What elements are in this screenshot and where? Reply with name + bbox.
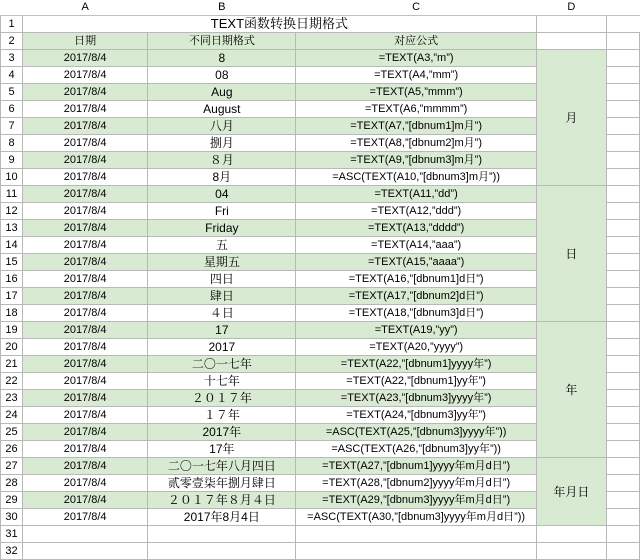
cell-format[interactable]: 08 (148, 67, 296, 84)
header-category[interactable] (536, 33, 606, 50)
cell-formula[interactable]: =ASC(TEXT(A30,”[dbnum3]yyyy年m月d日”)) (296, 509, 536, 526)
row-header-16: 16 (1, 271, 23, 288)
cell-date[interactable]: 2017/8/4 (23, 407, 148, 424)
cell-date[interactable]: 2017/8/4 (23, 305, 148, 322)
cell-formula[interactable]: =TEXT(A28,”[dbnum2]yyyy年m月d日”) (296, 475, 536, 492)
cell-empty[interactable] (148, 526, 296, 543)
cell-date[interactable]: 2017/8/4 (23, 169, 148, 186)
cell-format[interactable]: 五 (148, 237, 296, 254)
row-header-5: 5 (1, 84, 23, 101)
spacer-cell (606, 101, 639, 118)
row-header-14: 14 (1, 237, 23, 254)
row-header-3: 3 (1, 50, 23, 67)
row-header-11: 11 (1, 186, 23, 203)
cell-formula[interactable]: =ASC(TEXT(A10,”[dbnum3]m月”)) (296, 169, 536, 186)
cell-formula[interactable]: =TEXT(A14,”aaa”) (296, 237, 536, 254)
cell-date[interactable]: 2017/8/4 (23, 271, 148, 288)
cell-format[interactable]: 肆日 (148, 288, 296, 305)
row-header-23: 23 (1, 390, 23, 407)
cell-format[interactable]: 十七年 (148, 373, 296, 390)
row-header-32: 32 (1, 543, 23, 560)
spacer-cell (606, 203, 639, 220)
spacer-cell (606, 152, 639, 169)
header-row (1, 33, 640, 50)
spacer-cell (606, 390, 639, 407)
cell-format[interactable]: 04 (148, 186, 296, 203)
cell-formula[interactable]: =TEXT(A15,”aaaa”) (296, 254, 536, 271)
cell-date[interactable]: 2017/8/4 (23, 135, 148, 152)
cell-formula[interactable]: =TEXT(A8,”[dbnum2]m月”) (296, 135, 536, 152)
row-header-4: 4 (1, 67, 23, 84)
cell-formula[interactable]: =TEXT(A3,”m”) (296, 50, 536, 67)
cell-format[interactable]: 8 (148, 50, 296, 67)
cell-format[interactable]: ２０１７年 (148, 390, 296, 407)
row-header-12: 12 (1, 203, 23, 220)
row-header-19: 19 (1, 322, 23, 339)
spacer-cell (606, 118, 639, 135)
cell-empty[interactable] (148, 543, 296, 560)
row-header-31: 31 (1, 526, 23, 543)
cell-empty[interactable] (296, 543, 536, 560)
cell-empty[interactable] (23, 526, 148, 543)
row-header-26: 26 (1, 441, 23, 458)
cell-format[interactable]: 贰零壹柒年捌月肆日 (148, 475, 296, 492)
cell-date[interactable]: 2017/8/4 (23, 339, 148, 356)
cell-format[interactable]: 二〇一七年八月四日 (148, 458, 296, 475)
spacer-cell (606, 305, 639, 322)
spacer-cell (606, 169, 639, 186)
spacer-cell (606, 441, 639, 458)
row-header-21: 21 (1, 356, 23, 373)
row-header-13: 13 (1, 220, 23, 237)
cell-formula[interactable]: =TEXT(A6,”mmmm”) (296, 101, 536, 118)
row-header-7: 7 (1, 118, 23, 135)
cell-format[interactable]: 2017 (148, 339, 296, 356)
row-header-17: 17 (1, 288, 23, 305)
row-header-10: 10 (1, 169, 23, 186)
cell-format[interactable]: 星期五 (148, 254, 296, 271)
spacer-cell (606, 339, 639, 356)
header-formula[interactable]: 对应公式 (296, 33, 536, 50)
row-header-28: 28 (1, 475, 23, 492)
cell-date[interactable]: 2017/8/4 (23, 441, 148, 458)
spacer-cell (606, 33, 639, 50)
category-label[interactable]: 年 (536, 322, 606, 458)
row-header-8: 8 (1, 135, 23, 152)
cell-date[interactable]: 2017/8/4 (23, 390, 148, 407)
table-row (1, 50, 640, 67)
spacer-cell (606, 424, 639, 441)
cell-format[interactable]: 17 (148, 322, 296, 339)
table-row (1, 458, 640, 475)
header-format[interactable]: 不同日期格式 (148, 33, 296, 50)
cell-date[interactable]: 2017/8/4 (23, 50, 148, 67)
sheet-title: TEXT函数转换日期格式 (23, 16, 537, 33)
spacer-cell (606, 288, 639, 305)
cell-date[interactable]: 2017/8/4 (23, 203, 148, 220)
cell-date[interactable]: 2017/8/4 (23, 101, 148, 118)
row-header-24: 24 (1, 407, 23, 424)
cell-date[interactable]: 2017/8/4 (23, 84, 148, 101)
cell-date[interactable]: 2017/8/4 (23, 67, 148, 84)
cell-format[interactable]: August (148, 101, 296, 118)
cell-date[interactable]: 2017/8/4 (23, 322, 148, 339)
cell-formula[interactable]: =TEXT(A23,”[dbnum3]yyyy年”) (296, 390, 536, 407)
cell-date[interactable]: 2017/8/4 (23, 492, 148, 509)
spacer-cell (606, 237, 639, 254)
spacer-cell (606, 492, 639, 509)
cell-formula[interactable]: =TEXT(A24,”[dbnum3]yy年”) (296, 407, 536, 424)
cell-format[interactable]: １７年 (148, 407, 296, 424)
cell-formula[interactable]: =TEXT(A19,”yy”) (296, 322, 536, 339)
cell-formula[interactable]: =TEXT(A20,”yyyy”) (296, 339, 536, 356)
row-header-1: 1 (1, 16, 23, 33)
cell-formula[interactable]: =TEXT(A29,”[dbnum3]yyyy年m月d日”) (296, 492, 536, 509)
cell-date[interactable]: 2017/8/4 (23, 118, 148, 135)
column-header-C[interactable]: C (296, 0, 536, 16)
cell-formula[interactable]: =TEXT(A27,”[dbnum1]yyyy年m月d日”) (296, 458, 536, 475)
empty-row (1, 543, 640, 560)
header-date[interactable]: 日期 (23, 33, 148, 50)
spacer-cell (606, 271, 639, 288)
cell-format[interactable]: 捌月 (148, 135, 296, 152)
spacer-cell (606, 135, 639, 152)
table-row (1, 322, 640, 339)
cell-formula[interactable]: =TEXT(A22,”[dbnum1]yyyy年”) (296, 356, 536, 373)
spacer-cell (606, 84, 639, 101)
cell-format[interactable]: Friday (148, 220, 296, 237)
cell-formula[interactable]: =TEXT(A17,”[dbnum2]d日”) (296, 288, 536, 305)
spacer-cell (606, 373, 639, 390)
column-header-B[interactable]: B (148, 0, 296, 16)
row-header-6: 6 (1, 101, 23, 118)
category-label[interactable]: 月 (536, 50, 606, 186)
spacer-cell (606, 67, 639, 84)
spacer-cell (606, 322, 639, 339)
spacer-cell (606, 50, 639, 67)
row-header-20: 20 (1, 339, 23, 356)
cell-format[interactable]: 二〇一七年 (148, 356, 296, 373)
row-header-2: 2 (1, 33, 23, 50)
cell-date[interactable]: 2017/8/4 (23, 254, 148, 271)
row-header-25: 25 (1, 424, 23, 441)
cell-date[interactable]: 2017/8/4 (23, 288, 148, 305)
column-header-spacer (606, 0, 639, 16)
spacer-cell (606, 543, 639, 560)
cell-formula[interactable]: =TEXT(A18,”[dbnum3]d日”) (296, 305, 536, 322)
cell-format[interactable]: 四日 (148, 271, 296, 288)
cell-formula[interactable]: =ASC(TEXT(A25,”[dbnum3]yyyy年”)) (296, 424, 536, 441)
cell-date[interactable]: 2017/8/4 (23, 186, 148, 203)
row-header-22: 22 (1, 373, 23, 390)
cell-format[interactable]: 八月 (148, 118, 296, 135)
cell-format[interactable]: ２０１７年８月４日 (148, 492, 296, 509)
cell-format[interactable]: 2017年 (148, 424, 296, 441)
cell-formula[interactable]: =TEXT(A13,”dddd”) (296, 220, 536, 237)
cell-formula[interactable]: =ASC(TEXT(A26,”[dbnum3]yy年”)) (296, 441, 536, 458)
row-header-27: 27 (1, 458, 23, 475)
row-header-30: 30 (1, 509, 23, 526)
column-header-D[interactable]: D (536, 0, 606, 16)
cell-date[interactable]: 2017/8/4 (23, 424, 148, 441)
cell-empty[interactable] (296, 526, 536, 543)
cell-format[interactable]: ８月 (148, 152, 296, 169)
column-header-A[interactable]: A (23, 0, 148, 16)
spacer-cell (606, 475, 639, 492)
table-row (1, 186, 640, 203)
cell-empty[interactable] (536, 543, 606, 560)
cell-formula[interactable]: =TEXT(A16,”[dbnum1]d日”) (296, 271, 536, 288)
cell-formula[interactable]: =TEXT(A22,”[dbnum1]yy年”) (296, 373, 536, 390)
cell-format[interactable]: Fri (148, 203, 296, 220)
cell-format[interactable]: 2017年8月4日 (148, 509, 296, 526)
spacer-cell (606, 186, 639, 203)
cell-format[interactable]: Aug (148, 84, 296, 101)
cell-date[interactable]: 2017/8/4 (23, 152, 148, 169)
spacer-cell (606, 509, 639, 526)
category-label[interactable]: 日 (536, 186, 606, 322)
cell-date[interactable]: 2017/8/4 (23, 356, 148, 373)
cell-date[interactable]: 2017/8/4 (23, 220, 148, 237)
cell-date[interactable]: 2017/8/4 (23, 509, 148, 526)
cell-format[interactable]: ４日 (148, 305, 296, 322)
cell-date[interactable]: 2017/8/4 (23, 373, 148, 390)
cell-date[interactable]: 2017/8/4 (23, 237, 148, 254)
spacer-cell (606, 458, 639, 475)
cell-format[interactable]: 8月 (148, 169, 296, 186)
spacer-cell (536, 16, 606, 33)
cell-date[interactable]: 2017/8/4 (23, 475, 148, 492)
spacer-cell (606, 254, 639, 271)
title-row (1, 16, 640, 33)
cell-empty[interactable] (536, 526, 606, 543)
empty-row (1, 526, 640, 543)
spacer-cell (606, 526, 639, 543)
cell-format[interactable]: 17年 (148, 441, 296, 458)
row-header-9: 9 (1, 152, 23, 169)
cell-empty[interactable] (23, 543, 148, 560)
row-header-29: 29 (1, 492, 23, 509)
spacer-cell (606, 220, 639, 237)
cell-formula[interactable]: =TEXT(A12,”ddd”) (296, 203, 536, 220)
column-header-row (1, 0, 640, 16)
corner-cell (1, 0, 23, 16)
cell-formula[interactable]: =TEXT(A5,”mmm”) (296, 84, 536, 101)
cell-date[interactable]: 2017/8/4 (23, 458, 148, 475)
cell-formula[interactable]: =TEXT(A7,”[dbnum1]m月”) (296, 118, 536, 135)
spacer-cell (606, 356, 639, 373)
cell-formula[interactable]: =TEXT(A11,”dd”) (296, 186, 536, 203)
row-header-18: 18 (1, 305, 23, 322)
cell-formula[interactable]: =TEXT(A4,”mm”) (296, 67, 536, 84)
cell-formula[interactable]: =TEXT(A9,”[dbnum3]m月”) (296, 152, 536, 169)
category-label[interactable]: 年月日 (536, 458, 606, 526)
spacer-cell (606, 407, 639, 424)
row-header-15: 15 (1, 254, 23, 271)
